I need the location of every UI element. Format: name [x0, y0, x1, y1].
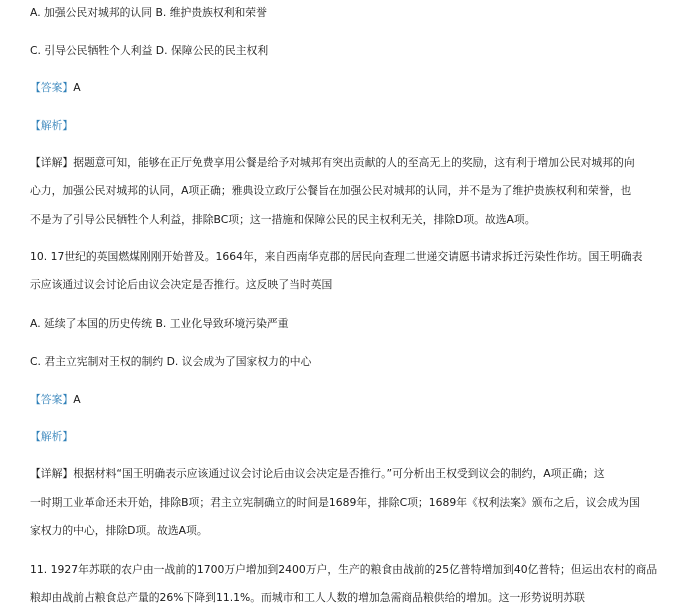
q10-detail-line-3: 家权力的中心，排除D项。故选A项。: [30, 524, 208, 537]
detail-text: 根据材料“国王明确表示应该通过议会讨论后由议会决定是否推行。”可分析出王权受到议会的制约，A项正确；这: [73, 467, 605, 480]
q9-option-cd: C. 引导公民牺牲个人利益 D. 保障公民的民主权利: [30, 44, 269, 57]
q10-answer-line: [30, 393, 81, 407]
q9-detail-line-1: [30, 156, 635, 170]
q10-analysis-tag: 【解析】: [30, 430, 74, 443]
q9-detail-line-3: 不是为了引导公民牺牲个人利益，排除BC项；这一措施和保障公民的民主权利无关，排除D项。故选A项。: [30, 213, 536, 226]
q9-analysis-tag: 【解析】: [30, 119, 74, 132]
q9-option-ab: A. 加强公民对城邦的认同 B. 维护贵族权利和荣誉: [30, 6, 267, 19]
detail-text: 据题意可知，能够在正厅免费享用公餐是给予对城邦有突出贡献的人的至高无上的奖励，这有利于增加公民对城邦的向: [73, 156, 635, 169]
q10-stem-line-1: 10. 17世纪的英国燃煤刚刚开始普及。1664年，来自西南华克郡的居民向查理二世递交请愿书请求拆迁污染性作坊。国王明确表: [30, 250, 643, 263]
detail-tag: 【详解】: [30, 156, 74, 169]
answer-tag: 【答案】: [30, 81, 74, 94]
q10-stem-line-2: 示应该通过议会讨论后由议会决定是否推行。这反映了当时英国: [30, 278, 333, 291]
q9-answer-line: [30, 81, 81, 95]
q11-stem-line-2: 粮却由战前占粮食总产量的26%下降到11.1%。而城市和工人人数的增加急需商品粮供给的增加。这一形势说明苏联: [30, 591, 585, 604]
q10-detail-line-1: [30, 467, 605, 481]
q10-option-ab: A. 延续了本国的历史传统 B. 工业化导致环境污染严重: [30, 317, 289, 330]
answer-value: A: [73, 81, 81, 94]
q10-detail-line-2: 一时期工业革命还未开始，排除B项；君主立宪制确立的时间是1689年，排除C项；1689年《权利法案》颁布之后，议会成为国: [30, 496, 640, 509]
q10-option-cd: C. 君主立宪制对王权的制约 D. 议会成为了国家权力的中心: [30, 355, 312, 368]
q11-stem-line-1: 11. 1927年苏联的农户由一战前的1700万户增加到2400万户，生产的粮食由战前的25亿普特增加到40亿普特；但运出农村的商品: [30, 563, 658, 576]
answer-value: A: [73, 393, 81, 406]
q9-detail-line-2: 心力，加强公民对城邦的认同，A项正确；雅典设立政厅公餐旨在加强公民对城邦的认同，并不是为了维护贵族权利和荣誉，也: [30, 184, 632, 197]
detail-tag: 【详解】: [30, 467, 74, 480]
answer-tag: 【答案】: [30, 393, 74, 406]
